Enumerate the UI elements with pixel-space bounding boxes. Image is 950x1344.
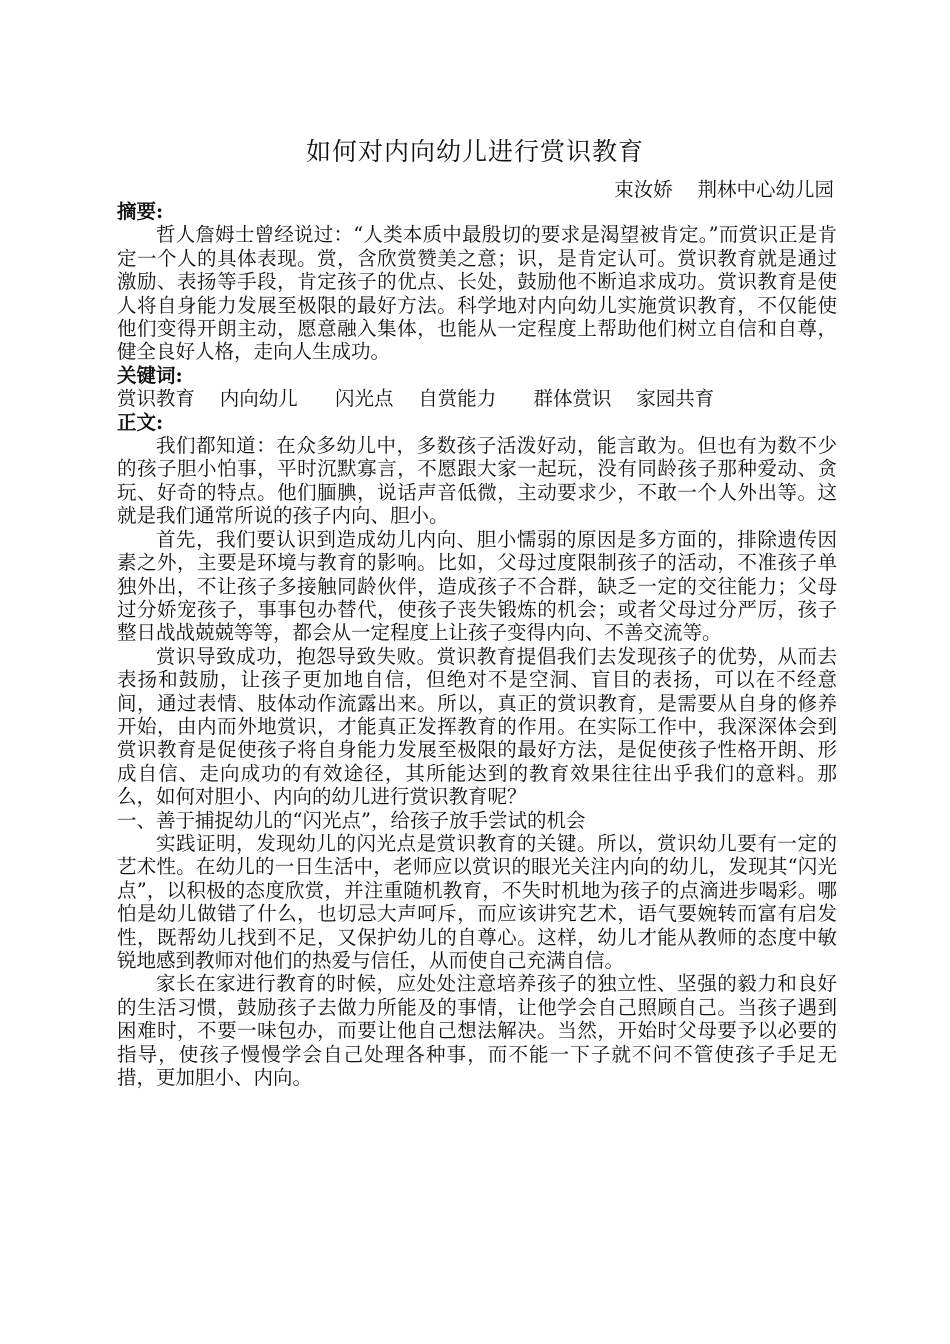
- keywords-line: 赏识教育 内向幼儿 闪光点 自赏能力 群体赏识 家园共育: [117, 387, 715, 411]
- body-paragraph-2: 首先，我们要认识到造成幼儿内向、胆小懦弱的原因是多方面的，排除遗传因素之外，主要是环境与教育的影响。比如，父母过度限制孩子的活动，不准孩子单独外出，不让孩子多接触同龄伙伴，造成孩子不合群，缺乏一定的交往能力；父母过分娇宠孩子，事事包办替代，使孩子丧失锻炼的机会；或者父母过分严厉，孩子整日战战兢兢等等，都会从一定程度上让孩子变得内向、不善交流等。: [117, 527, 837, 645]
- keywords-heading: 关键词:: [117, 363, 183, 387]
- body-paragraph-1: 我们都知道：在众多幼儿中，多数孩子活泼好动，能言敢为。但也有为数不少的孩子胆小怕事，平时沉默寡言，不愿跟大家一起玩，没有同龄孩子那种爱动、贪玩、好奇的特点。他们腼腆，说话声音低微，主动要求少，不敢一个人外出等。这就是我们通常所说的孩子内向、胆小。: [117, 434, 837, 528]
- abstract-heading: 摘要:: [117, 200, 164, 223]
- body-heading: 正文:: [117, 410, 164, 434]
- abstract-paragraph: 哲人詹姆士曾经说过：“人类本质中最殷切的要求是渴望被肯定。”而赏识正是肯定一个人的具体表现。赏，含欣赏赞美之意；识，是肯定认可。赏识教育就是通过激励、表扬等手段，肯定孩子的优点、长处，鼓励他不断追求成功。赏识教育是使人将自身能力发展至极限的最好方法。科学地对内向幼儿实施赏识教育，不仅能使他们变得开朗主动，愿意融入集体，也能从一定程度上帮助他们树立自信和自尊，健全良好人格，走向人生成功。: [117, 223, 837, 364]
- section-1-paragraph-1: 实践证明，发现幼儿的闪光点是赏识教育的关键。所以，赏识幼儿要有一定的艺术性。在幼儿的一日生活中，老师应以赏识的眼光关注内向的幼儿，发现其“闪光点”，以积极的态度欣赏，并注重随机教育，不失时机地为孩子的点滴进步喝彩。哪怕是幼儿做错了什么，也切忌大声呵斥，而应该讲究艺术，语气要婉转而富有启发性，既帮幼儿找到不足，又保护幼儿的自尊心。这样，幼儿才能从教师的态度中敏锐地感到教师对他们的热爱与信任，从而使自己充满自信。: [117, 831, 837, 972]
- author-line: 束汝娇 荆林中心幼儿园: [614, 178, 834, 201]
- document-body: [117, 200, 837, 1089]
- document-title: 如何对内向幼儿进行赏识教育: [305, 137, 644, 166]
- body-paragraph-3: 赏识导致成功，抱怨导致失败。赏识教育提倡我们去发现孩子的优势，从而去表扬和鼓励，让孩子更加地自信，但绝对不是空洞、盲目的表扬，可以在不经意间，通过表情、肢体动作流露出来。所以，真正的赏识教育，是需要从自身的修养开始，由内而外地赏识，才能真正发挥教育的作用。在实际工作中，我深深体会到赏识教育是促使孩子将自身能力发展至极限的最好方法，是促使孩子性格开朗、形成自信、走向成功的有效途径，其所能达到的教育效果往往出乎我们的意料。那么，如何对胆小、内向的幼儿进行赏识教育呢？: [117, 644, 837, 809]
- section-1-heading: 一、善于捕捉幼儿的“闪光点”，给孩子放手尝试的机会: [117, 808, 586, 832]
- section-1-paragraph-2: 家长在家进行教育的时候，应处处注意培养孩子的独立性、坚强的毅力和良好的生活习惯，鼓励孩子去做力所能及的事情，让他学会自己照顾自己。当孩子遇到困难时，不要一味包办，而要让他自己想法解决。当然，开始时父母要予以必要的指导，使孩子慢慢学会自己处理各种事，而不能一下子就不问不管使孩子手足无措，更加胆小、内向。: [117, 972, 837, 1090]
